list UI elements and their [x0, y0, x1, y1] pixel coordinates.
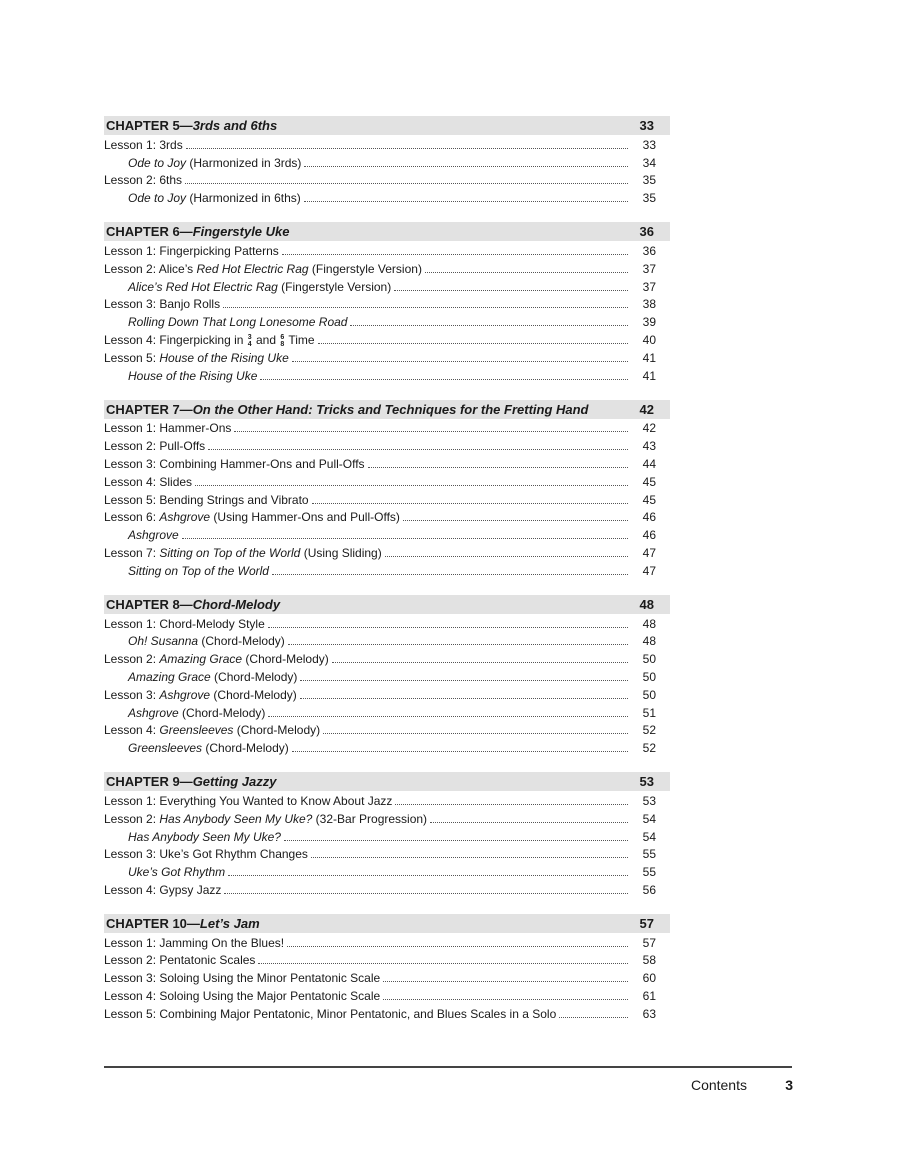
dot-leader — [186, 148, 628, 149]
entry-page: 50 — [642, 669, 656, 684]
dot-leader — [228, 875, 628, 876]
entry-label — [128, 670, 297, 685]
song-entry — [104, 525, 670, 543]
label-text: CHAPTER 6— — [106, 224, 193, 240]
label-text: Lesson 4: — [104, 723, 160, 738]
entry-page: 55 — [642, 865, 656, 880]
song-entry — [104, 827, 670, 845]
entry-label — [128, 191, 301, 206]
entry-page: 52 — [642, 741, 656, 756]
time-signature-top: 3 — [247, 333, 252, 341]
chapter-heading — [104, 116, 670, 135]
chapter-heading — [104, 400, 670, 419]
time-signature — [280, 334, 284, 348]
label-text: Lesson 6: — [104, 510, 160, 525]
lesson-entry — [104, 880, 670, 898]
dot-leader — [195, 485, 628, 486]
dot-leader — [300, 698, 628, 699]
lesson-entry — [104, 543, 670, 561]
label-text: (Fingerstyle Version) — [277, 279, 392, 294]
title-text-italic: Ode to Joy — [128, 155, 187, 170]
label-text: (Fingerstyle Version) — [308, 261, 422, 276]
entry-label — [104, 351, 289, 366]
chapter-section — [104, 772, 670, 898]
entry-label — [104, 723, 320, 738]
lesson-entry — [104, 968, 670, 986]
entry-page: 46 — [642, 528, 656, 543]
label-text: (32-Bar Progression) — [312, 811, 428, 826]
title-text-italic: Amazing Grace — [159, 652, 243, 667]
entry-label — [104, 138, 183, 153]
entry-label — [104, 989, 380, 1004]
label-text: Lesson 5: Combining Major Pentatonic, Minor Pentatonic, and Blues Scales in a Solo — [104, 1006, 557, 1021]
entry-label — [128, 280, 391, 295]
lesson-entry — [104, 295, 670, 313]
entry-page: 61 — [642, 989, 656, 1004]
label-text: CHAPTER 5— — [106, 118, 193, 133]
chapter-page: 36 — [639, 224, 654, 240]
title-text-italic: Ode to Joy — [128, 191, 187, 206]
entry-label — [104, 421, 231, 436]
title-text-italic: Uke’s Got Rhythm — [128, 865, 226, 880]
entry-page: 57 — [642, 935, 656, 950]
dot-leader — [300, 680, 628, 681]
label-text: (Chord-Melody) — [202, 741, 289, 756]
label-text: (Using Hammer-Ons and Pull-Offs) — [210, 510, 400, 525]
entry-page: 39 — [642, 315, 656, 330]
label-text: CHAPTER 7— — [106, 401, 193, 417]
entry-label — [104, 936, 284, 951]
entry-label — [104, 652, 329, 667]
entry-label — [104, 953, 255, 968]
label-text: Lesson 1: Fingerpicking Patterns — [104, 243, 279, 258]
dot-leader — [304, 166, 628, 167]
time-signature-bottom: 8 — [280, 340, 285, 348]
dot-leader — [332, 662, 628, 663]
title-text-italic: Greensleeves — [159, 723, 234, 738]
dot-leader — [304, 201, 628, 202]
dot-leader — [383, 981, 628, 982]
label-text: Lesson 2: Pentatonic Scales — [104, 953, 256, 968]
label-text: Lesson 2: — [104, 811, 160, 826]
chapter-title — [106, 916, 624, 931]
entry-page: 37 — [642, 279, 656, 294]
dot-leader — [288, 644, 628, 645]
entry-page: 55 — [642, 847, 656, 862]
entry-page: 35 — [642, 191, 656, 206]
label-text: (Chord-Melody) — [210, 669, 298, 684]
lesson-entry — [104, 490, 670, 508]
song-entry — [104, 277, 670, 295]
dot-leader — [394, 290, 628, 291]
time-signature — [248, 334, 252, 348]
dot-leader — [312, 503, 628, 504]
lesson-entry — [104, 472, 670, 490]
title-text-italic: Chord-Melody — [192, 596, 281, 612]
lesson-entry — [104, 259, 670, 277]
chapter-page: 53 — [639, 774, 654, 790]
entry-page: 41 — [642, 350, 656, 365]
entry-label — [104, 173, 182, 188]
label-text: Lesson 7: — [104, 545, 160, 560]
label-text: (Chord-Melody) — [178, 705, 266, 720]
lesson-entry — [104, 454, 670, 472]
song-entry — [104, 667, 670, 685]
entry-page: 45 — [642, 474, 656, 489]
entry-page: 47 — [642, 563, 656, 578]
label-text: and — [252, 332, 280, 347]
title-text-italic: Greensleeves — [128, 741, 203, 756]
entry-label — [104, 971, 380, 986]
label-text: Lesson 3: Banjo Rolls — [104, 297, 221, 312]
entry-page: 48 — [642, 634, 656, 649]
label-text: (Harmonized in 3rds) — [186, 155, 302, 170]
entry-page: 54 — [642, 811, 656, 826]
lesson-entry — [104, 933, 670, 951]
dot-leader — [350, 325, 628, 326]
entry-label — [104, 510, 400, 525]
title-text-italic: On the Other Hand: Tricks and Techniques for the Fretting Hand — [192, 401, 589, 417]
entry-label — [104, 244, 279, 259]
label-text: (Chord-Melody) — [233, 723, 321, 738]
entry-page: 54 — [642, 829, 656, 844]
entry-label — [104, 493, 309, 508]
entry-label — [128, 634, 285, 649]
dot-leader — [208, 449, 628, 450]
title-text-italic: Getting Jazzy — [192, 774, 277, 790]
dot-leader — [268, 627, 628, 628]
entry-label — [128, 528, 179, 543]
entry-page: 46 — [642, 510, 656, 525]
entry-label — [104, 262, 422, 277]
lesson-entry — [104, 348, 670, 366]
entry-label — [104, 688, 297, 703]
label-text: Lesson 4: Soloing Using the Major Pentatonic Scale — [104, 989, 381, 1004]
dot-leader — [323, 733, 628, 734]
entry-label — [104, 883, 221, 898]
chapter-page: 57 — [639, 915, 654, 931]
label-text: Lesson 1: Jamming On the Blues! — [104, 935, 285, 950]
dot-leader — [395, 804, 628, 805]
chapter-heading — [104, 595, 670, 614]
label-text: Lesson 3: Uke’s Got Rhythm Changes — [104, 847, 308, 862]
time-signature-bottom: 4 — [247, 340, 252, 348]
title-text-italic: Rolling Down That Long Lonesome Road — [128, 315, 348, 330]
dot-leader — [425, 272, 628, 273]
label-text: (Harmonized in 6ths) — [186, 191, 301, 206]
chapter-section — [104, 595, 670, 756]
entry-page: 56 — [642, 882, 656, 897]
title-text-italic: Sitting on Top of the World — [128, 563, 269, 578]
lesson-entry — [104, 951, 670, 969]
title-text-italic: House of the Rising Uke — [159, 350, 289, 365]
title-text-italic: Amazing Grace — [128, 669, 211, 684]
lesson-entry — [104, 809, 670, 827]
dot-leader — [258, 963, 628, 964]
dot-leader — [185, 183, 628, 184]
song-entry — [104, 862, 670, 880]
entry-page: 35 — [642, 173, 656, 188]
lesson-entry — [104, 436, 670, 454]
dot-leader — [311, 857, 628, 858]
title-text-italic: Red Hot Electric Rag — [196, 261, 309, 276]
label-text: Lesson 5: Bending Strings and Vibrato — [104, 492, 309, 507]
chapter-heading — [104, 772, 670, 791]
dot-leader — [292, 361, 628, 362]
dot-leader — [403, 520, 628, 521]
dot-leader — [368, 467, 628, 468]
dot-leader — [223, 307, 628, 308]
label-text: Time — [285, 332, 315, 347]
title-text-italic: Alice’s Red Hot Electric Rag — [128, 279, 278, 294]
lesson-entry — [104, 241, 670, 259]
label-text: Lesson 2: 6ths — [104, 173, 183, 188]
lesson-entry — [104, 508, 670, 526]
chapter-page: 48 — [639, 596, 654, 612]
entry-label — [104, 847, 308, 862]
song-entry — [104, 188, 670, 206]
page-number: 3 — [785, 1077, 793, 1093]
lesson-entry — [104, 614, 670, 632]
song-entry — [104, 153, 670, 171]
entry-page: 36 — [642, 243, 656, 258]
chapter-title — [106, 774, 624, 789]
entry-page: 40 — [642, 332, 656, 347]
label-text: CHAPTER 9— — [106, 774, 193, 790]
lesson-entry — [104, 330, 670, 348]
chapter-heading — [104, 222, 670, 241]
entry-label — [128, 564, 269, 579]
entry-page: 43 — [642, 439, 656, 454]
lesson-entry — [104, 419, 670, 437]
entry-label — [104, 475, 192, 490]
title-text-italic: Fingerstyle Uke — [192, 224, 290, 240]
entry-page: 42 — [642, 421, 656, 436]
footer-label: Contents — [690, 1077, 747, 1093]
entry-page: 47 — [642, 545, 656, 560]
entry-page: 34 — [642, 155, 656, 170]
lesson-entry — [104, 685, 670, 703]
entry-page: 60 — [642, 971, 656, 986]
label-text: Lesson 2: — [104, 652, 160, 667]
time-signature-top: 6 — [280, 333, 285, 341]
dot-leader — [559, 1017, 628, 1018]
entry-page: 48 — [642, 616, 656, 631]
dot-leader — [287, 946, 628, 947]
title-text-italic: Has Anybody Seen My Uke? — [128, 829, 281, 844]
song-entry — [104, 312, 670, 330]
entry-page: 37 — [642, 261, 656, 276]
entry-page: 33 — [642, 137, 656, 152]
entry-page: 53 — [642, 793, 656, 808]
label-text: Lesson 4: Fingerpicking in — [104, 332, 247, 347]
dot-leader — [318, 343, 628, 344]
dot-leader — [234, 431, 628, 432]
dot-leader — [272, 574, 628, 575]
entry-label — [128, 315, 347, 330]
entry-page: 58 — [642, 953, 656, 968]
label-text: CHAPTER 8— — [106, 596, 193, 612]
dot-leader — [268, 716, 628, 717]
entry-label — [128, 706, 265, 721]
entry-label — [104, 439, 205, 454]
chapter-title — [106, 118, 624, 133]
label-text: Lesson 3: Combining Hammer-Ons and Pull-Offs — [104, 456, 365, 471]
label-text: Lesson 1: Everything You Wanted to Know About Jazz — [104, 793, 393, 808]
dot-leader — [383, 999, 628, 1000]
title-text-italic: Let’s Jam — [199, 915, 260, 931]
entry-label — [104, 812, 427, 827]
lesson-entry — [104, 986, 670, 1004]
title-text-italic: Ashgrove — [159, 687, 211, 702]
label-text: Lesson 1: 3rds — [104, 137, 183, 152]
label-text: Lesson 3: — [104, 687, 160, 702]
entry-label — [128, 865, 225, 880]
dot-leader — [284, 840, 628, 841]
entry-page: 45 — [642, 492, 656, 507]
song-entry — [104, 561, 670, 579]
label-text: Lesson 3: Soloing Using the Minor Pentatonic Scale — [104, 971, 381, 986]
entry-page: 50 — [642, 652, 656, 667]
chapter-heading — [104, 914, 670, 933]
entry-label — [128, 741, 289, 756]
label-text: (Chord-Melody) — [198, 634, 285, 649]
song-entry — [104, 632, 670, 650]
lesson-entry — [104, 791, 670, 809]
title-text-italic: Oh! Susanna — [128, 634, 199, 649]
dot-leader — [430, 822, 628, 823]
dot-leader — [260, 379, 628, 380]
label-text: (Using Sliding) — [300, 545, 382, 560]
title-text-italic: Ashgrove — [128, 705, 179, 720]
lesson-entry — [104, 649, 670, 667]
entry-label — [128, 369, 257, 384]
title-text-italic: 3rds and 6ths — [192, 118, 278, 133]
title-text-italic: Ashgrove — [128, 528, 179, 543]
lesson-entry — [104, 171, 670, 189]
dot-leader — [385, 556, 628, 557]
title-text-italic: Sitting on Top of the World — [159, 545, 301, 560]
entry-page: 50 — [642, 687, 656, 702]
entry-label — [104, 457, 365, 472]
song-entry — [104, 738, 670, 756]
label-text: (Chord-Melody) — [210, 687, 297, 702]
entry-label — [128, 830, 281, 845]
entry-page: 63 — [642, 1006, 656, 1021]
entry-label — [104, 333, 315, 348]
title-text-italic: Ashgrove — [159, 510, 211, 525]
label-text: Lesson 1: Chord-Melody Style — [104, 616, 265, 631]
label-text: Lesson 1: Hammer-Ons — [104, 421, 232, 436]
chapter-title — [106, 224, 624, 239]
entry-label — [104, 546, 382, 561]
entry-page: 38 — [642, 297, 656, 312]
lesson-entry — [104, 1004, 670, 1022]
chapter-title — [106, 402, 624, 417]
entry-page: 52 — [642, 723, 656, 738]
chapter-section — [104, 222, 670, 383]
label-text: Lesson 4: Slides — [104, 474, 193, 489]
label-text: (Chord-Melody) — [242, 652, 329, 667]
title-text-italic: House of the Rising Uke — [128, 368, 258, 383]
chapter-section — [104, 914, 670, 1022]
entry-page: 51 — [642, 705, 656, 720]
label-text: CHAPTER 10— — [106, 915, 200, 931]
entry-label — [104, 617, 265, 632]
dot-leader — [224, 893, 628, 894]
label-text: Lesson 2: Pull-Offs — [104, 439, 206, 454]
footer-rule — [104, 1066, 792, 1068]
lesson-entry — [104, 135, 670, 153]
song-entry — [104, 366, 670, 384]
lesson-entry — [104, 721, 670, 739]
label-text: Lesson 5: — [104, 350, 160, 365]
chapter-section — [104, 400, 670, 579]
title-text-italic: Has Anybody Seen My Uke? — [159, 811, 313, 826]
entry-page: 41 — [642, 368, 656, 383]
table-of-contents — [104, 116, 670, 1038]
entry-label — [128, 156, 301, 171]
label-text: Lesson 4: Gypsy Jazz — [104, 882, 222, 897]
entry-page: 44 — [642, 456, 656, 471]
dot-leader — [282, 254, 628, 255]
entry-label — [104, 794, 392, 809]
entry-label — [104, 297, 220, 312]
entry-label — [104, 1007, 556, 1022]
dot-leader — [292, 751, 628, 752]
chapter-page: 42 — [639, 401, 654, 417]
chapter-page: 33 — [639, 118, 654, 133]
chapter-title — [106, 597, 624, 612]
chapter-section — [104, 116, 670, 206]
song-entry — [104, 703, 670, 721]
dot-leader — [182, 538, 628, 539]
lesson-entry — [104, 845, 670, 863]
label-text: Lesson 2: Alice’s — [104, 261, 197, 276]
